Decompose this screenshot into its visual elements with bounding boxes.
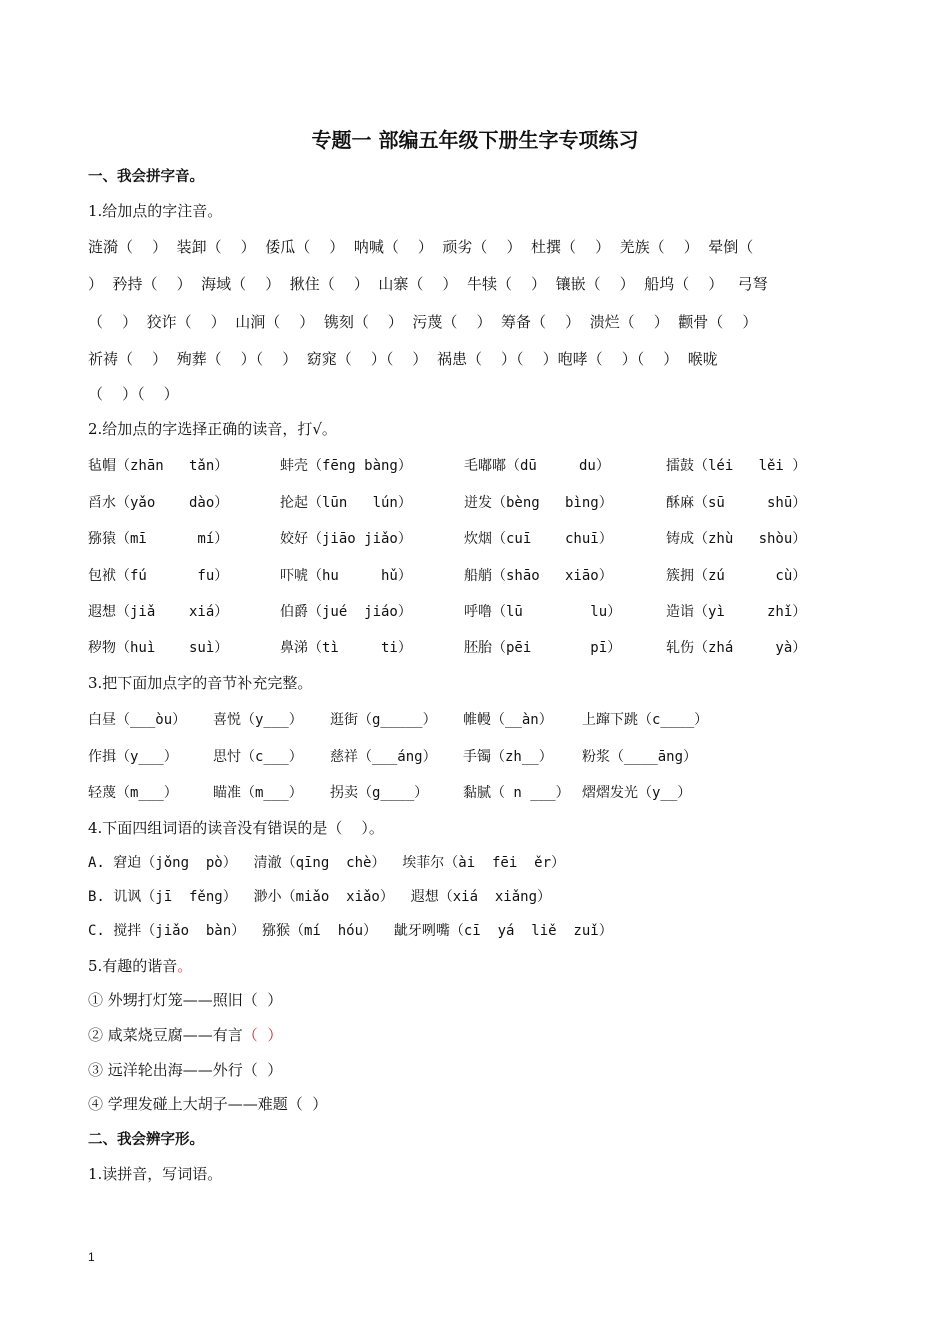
q1-line-1: 涟漪（ ） 装卸（ ） 倭瓜（ ） 呐喊（ ） 顽劣（ ） 杜撰（ ） 羌族（ ） 晕倒（ bbox=[88, 238, 754, 256]
q2-item: 造诣（yì zhǐ） bbox=[666, 604, 807, 620]
q2-item: 姣好（jiāo jiǎo） bbox=[280, 531, 412, 547]
q5-item-text: ③ 远洋轮出海——外行（ ） bbox=[88, 1061, 283, 1079]
q2-item: 毛嘟嘟（dū du） bbox=[464, 458, 610, 474]
q3-item: 拐卖（g____） bbox=[330, 785, 429, 801]
q3-item: 逛街（g_____） bbox=[330, 712, 437, 728]
q2-prompt: 2.给加点的字选择正确的读音，打√。 bbox=[88, 420, 337, 438]
q5-item-text: ② 咸菜烧豆腐——有言 bbox=[88, 1026, 243, 1044]
q3-item: 瞄准（m___） bbox=[213, 785, 303, 801]
q5-item-4 bbox=[88, 1093, 327, 1114]
q2-item: 酥麻（sū shū） bbox=[666, 495, 807, 511]
q2-item: 擂鼓（léi lěi ） bbox=[666, 458, 807, 474]
section-heading-2: 二、我会辨字形。 bbox=[88, 1132, 204, 1148]
q3-item: 熠熠发光（y__） bbox=[582, 785, 692, 801]
q3-item: 粉浆（____āng） bbox=[582, 749, 698, 765]
q2-item: 吓唬（hu hǔ） bbox=[280, 568, 412, 584]
q4-option-b: B. 讥讽（jī fěng） 渺小（miǎo xiǎo） 遐想（xiá xiǎng） bbox=[88, 889, 552, 905]
q5-item-2 bbox=[88, 1024, 282, 1045]
q2-item: 胚胎（pēi pī） bbox=[464, 640, 622, 656]
q3-item: 轻蔑（m___） bbox=[88, 785, 178, 801]
q2-item: 毡帽（zhān tǎn） bbox=[88, 458, 229, 474]
q2-item: 伯爵（jué jiáo） bbox=[280, 604, 412, 620]
q2-item: 猕猿（mī mí） bbox=[88, 531, 229, 547]
q3-item: 手镯（zh__） bbox=[463, 749, 553, 765]
q2-item: 迸发（bèng bìng） bbox=[464, 495, 613, 511]
q3-item: 上蹿下跳（c____） bbox=[582, 712, 709, 728]
q5-prompt bbox=[88, 955, 192, 976]
q2-item: 簇拥（zú cù） bbox=[666, 568, 807, 584]
q2-item: 蚌壳（fēng bàng） bbox=[280, 458, 412, 474]
q5-item-3 bbox=[88, 1059, 282, 1080]
q3-prompt: 3.把下面加点字的音节补充完整。 bbox=[88, 674, 313, 692]
q2-item: 抡起（lūn lún） bbox=[280, 495, 412, 511]
q4-prompt: 4.下面四组词语的读音没有错误的是（ ）。 bbox=[88, 819, 384, 837]
page-number: 1 bbox=[88, 1250, 95, 1264]
q2-item: 轧伤（zhá yà） bbox=[666, 640, 807, 656]
q5-prompt-text: 5.有趣的谐音 bbox=[88, 957, 178, 975]
q3-item: 白昼（___òu） bbox=[88, 712, 187, 728]
q3-item: 喜悦（y___） bbox=[213, 712, 303, 728]
q1-line-2: ） 矜持（ ） 海域（ ） 揪住（ ） 山寨（ ） 牛犊（ ） 镶嵌（ ） 船坞（ ） 弓弩 bbox=[88, 275, 768, 293]
q1-line-3: （ ） 狡诈（ ） 山涧（ ） 镌刻（ ） 污蔑（ ） 筹备（ ） 溃烂（ ） 颧骨（ ） bbox=[88, 313, 758, 331]
q2-item: 包袱（fú fu） bbox=[88, 568, 229, 584]
q3-item: 帷幔（__àn） bbox=[463, 712, 553, 728]
q5-prompt-end: 。 bbox=[177, 957, 193, 975]
s2-q1-prompt: 1.读拼音，写词语。 bbox=[88, 1165, 223, 1183]
q5-item-text: ① 外甥打灯笼——照旧（ ） bbox=[88, 991, 283, 1009]
page-title: 专题一 部编五年级下册生字专项练习 bbox=[311, 128, 639, 152]
q3-item: 思忖（c___） bbox=[213, 749, 303, 765]
q2-item: 炊烟（cuī chuī） bbox=[464, 531, 613, 547]
q1-prompt: 1.给加点的字注音。 bbox=[88, 202, 223, 220]
q1-line-5: （ ）（ ） bbox=[88, 385, 179, 403]
q2-item: 舀水（yǎo dào） bbox=[88, 495, 229, 511]
q4-option-c: C. 搅拌（jiǎo bàn） 猕猴（mí hóu） 龇牙咧嘴（cī yá liě zuǐ） bbox=[88, 923, 613, 939]
q3-item: 黏腻（ n ___） bbox=[463, 785, 570, 801]
q2-item: 秽物（huì suì） bbox=[88, 640, 229, 656]
section-heading-1: 一、我会拼字音。 bbox=[88, 169, 204, 185]
q2-item: 遐想（jiǎ xiá） bbox=[88, 604, 229, 620]
q2-item: 船艄（shāo xiāo） bbox=[464, 568, 613, 584]
q3-item: 慈祥（___áng） bbox=[330, 749, 437, 765]
q5-item-answer-blank: （ ） bbox=[242, 1026, 283, 1044]
q5-item-text: ④ 学理发碰上大胡子——难题（ ） bbox=[88, 1095, 328, 1113]
q2-item: 铸成（zhù shòu） bbox=[666, 531, 807, 547]
q2-item: 呼噜（lū lu） bbox=[464, 604, 622, 620]
q4-option-a: A. 窘迫（jǒng pò） 清澈（qīng chè） 埃菲尔（ài fēi ěr） bbox=[88, 855, 566, 871]
q1-line-4: 祈祷（ ） 殉葬（ ）（ ） 窈窕（ ）（ ） 祸患（ ）（ ）咆哮（ ）（ ） 喉咙 bbox=[88, 350, 718, 368]
q5-item-1 bbox=[88, 989, 282, 1010]
q2-item: 鼻涕（tì ti） bbox=[280, 640, 412, 656]
q3-item: 作揖（y___） bbox=[88, 749, 178, 765]
